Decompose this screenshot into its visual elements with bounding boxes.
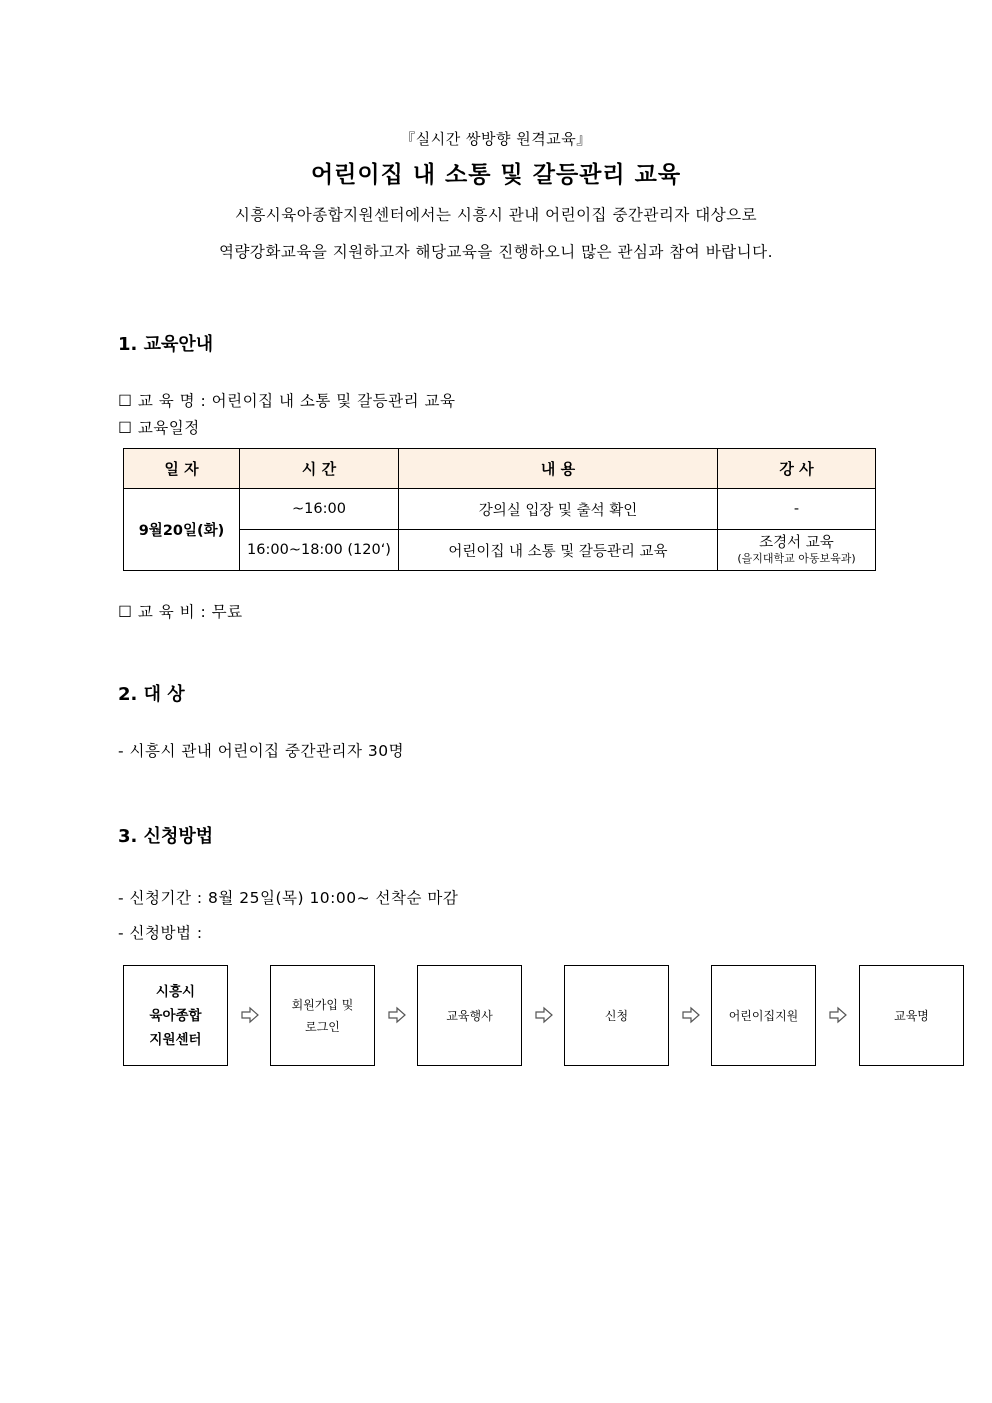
time-cell: 16:00~18:00 (120‘)	[240, 530, 399, 571]
instructor-cell: -	[718, 489, 876, 530]
instructor-cell	[718, 530, 876, 571]
flow-step-daycare-support: 어린이집지원	[711, 965, 816, 1066]
header-date: 일 자	[124, 449, 240, 489]
hollow-right-arrow-icon	[533, 1005, 555, 1025]
flow-step-edu-event: 교육행사	[417, 965, 522, 1066]
edu-fee-line: ☐ 교 육 비 : 무료	[118, 603, 243, 621]
intro-line-2: 역량강화교육을 지원하고자 해당교육을 진행하오니 많은 관심과 참여 바랍니다.	[218, 243, 774, 261]
time-cell: ~16:00	[240, 489, 399, 530]
hollow-right-arrow-icon	[680, 1005, 702, 1025]
flow-step-login: 회원가입 및 로그인	[270, 965, 375, 1066]
document-title: 어린이집 내 소통 및 갈등관리 교육	[310, 162, 682, 188]
instructor-affiliation: (을지대학교 아동보육과)	[737, 552, 856, 565]
instructor-name: 조경서 교육	[759, 535, 834, 551]
apply-period-line: - 신청기간 : 8월 25일(목) 10:00~ 선착순 마감	[118, 889, 459, 907]
edu-name-line: ☐ 교 육 명 : 어린이집 내 소통 및 갈등관리 교육	[118, 392, 456, 410]
apply-method-line: - 신청방법 :	[118, 924, 203, 942]
content-cell: 강의실 입장 및 출석 확인	[399, 489, 718, 530]
section-1-heading: 1. 교육안내	[118, 334, 214, 355]
header-time: 시 간	[240, 449, 399, 489]
header-instructor: 강 사	[718, 449, 876, 489]
flow-step-center: 시흥시 육아종합 지원센터	[123, 965, 228, 1066]
table-row	[124, 489, 876, 530]
flow-step-edu-name: 교육명	[859, 965, 964, 1066]
hollow-right-arrow-icon	[239, 1005, 261, 1025]
hollow-right-arrow-icon	[827, 1005, 849, 1025]
schedule-table	[123, 448, 876, 571]
date-cell: 9월20일(화)	[124, 489, 240, 571]
intro-line-1: 시흥시육아종합지원센터에서는 시흥시 관내 어린이집 중간관리자 대상으로	[234, 206, 758, 224]
header-content: 내 용	[399, 449, 718, 489]
flow-step-apply: 신청	[564, 965, 669, 1066]
document-subtitle: 『실시간 쌍방향 원격교육』	[400, 130, 592, 148]
section-2-heading: 2. 대 상	[118, 684, 185, 705]
hollow-right-arrow-icon	[386, 1005, 408, 1025]
table-header-row	[124, 449, 876, 489]
content-cell: 어린이집 내 소통 및 갈등관리 교육	[399, 530, 718, 571]
target-line: - 시흥시 관내 어린이집 중간관리자 30명	[118, 742, 405, 760]
section-3-heading: 3. 신청방법	[118, 826, 214, 847]
edu-schedule-line: ☐ 교육일정	[118, 419, 200, 437]
